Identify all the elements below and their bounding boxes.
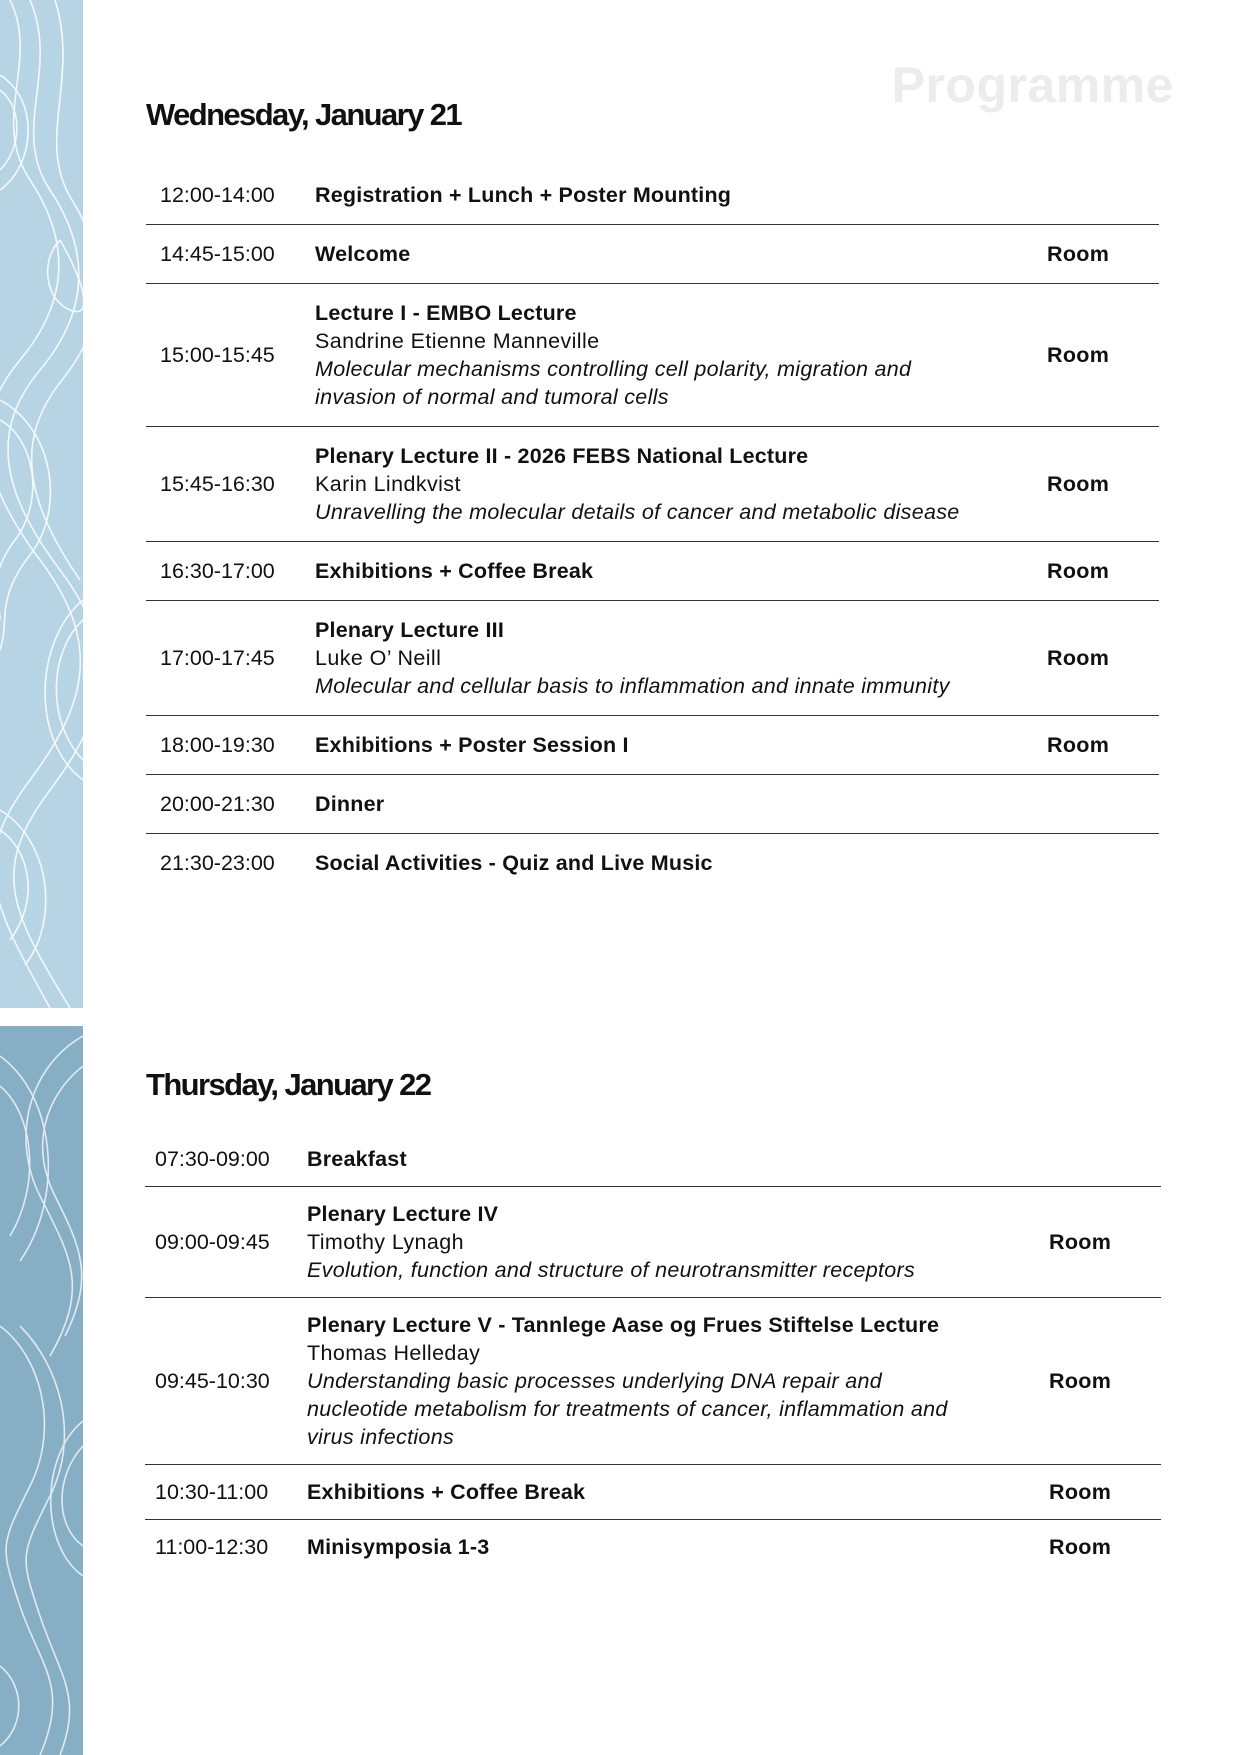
session-title: Social Activities - Quiz and Live Music <box>315 851 713 875</box>
schedule-row <box>146 284 1159 427</box>
session-title: Plenary Lecture IV <box>307 1202 499 1226</box>
session-time: 17:00-17:45 <box>160 645 275 670</box>
session-content <box>315 299 995 411</box>
session-content <box>307 1200 972 1284</box>
session-time: 11:00-12:30 <box>155 1534 269 1559</box>
session-content <box>315 849 995 877</box>
session-time: 18:00-19:30 <box>160 732 275 757</box>
schedule-row <box>145 1465 1161 1520</box>
session-title: Exhibitions + Coffee Break <box>307 1480 586 1504</box>
session-content <box>315 240 995 268</box>
session-time: 09:45-10:30 <box>155 1368 270 1393</box>
session-content <box>315 557 995 585</box>
schedule-row <box>146 775 1159 834</box>
schedule-row <box>145 1298 1161 1465</box>
session-content <box>315 790 995 818</box>
schedule-row <box>145 1187 1161 1298</box>
session-room: Room <box>1047 342 1110 367</box>
schedule-row <box>146 834 1159 892</box>
session-content <box>315 181 995 209</box>
session-room: Room <box>1047 732 1110 757</box>
session-content <box>315 731 995 759</box>
session-room: Room <box>1049 1479 1112 1504</box>
session-room: Room <box>1047 558 1110 583</box>
session-time: 15:00-15:45 <box>160 342 275 367</box>
session-time: 07:30-09:00 <box>155 1146 270 1171</box>
schedule-row <box>145 1520 1161 1574</box>
session-title: Minisymposia 1-3 <box>307 1535 490 1559</box>
session-title: Welcome <box>315 242 411 266</box>
session-time: 14:45-15:00 <box>160 241 275 266</box>
session-time: 09:00-09:45 <box>155 1229 270 1254</box>
session-talk-title: Understanding basic processes underlying DNA repair and nucleotide metabolism for treatments of cancer, inflammation and virus infections <box>307 1369 948 1449</box>
session-room: Room <box>1047 471 1110 496</box>
session-talk-title: Unravelling the molecular details of cancer and metabolic disease <box>315 500 960 524</box>
contour-pattern-top <box>0 0 83 1008</box>
session-speaker: Sandrine Etienne Manneville <box>315 329 600 353</box>
day-title-wednesday: Wednesday, January 21 <box>146 97 462 132</box>
session-time: 16:30-17:00 <box>160 558 275 583</box>
session-content <box>315 616 995 700</box>
session-speaker: Timothy Lynagh <box>307 1230 464 1254</box>
schedule-row <box>146 225 1159 284</box>
session-content <box>307 1145 972 1173</box>
schedule-row <box>146 716 1159 775</box>
session-content <box>315 442 995 526</box>
schedule-row <box>146 601 1159 716</box>
session-speaker: Karin Lindkvist <box>315 472 461 496</box>
session-talk-title: Molecular mechanisms controlling cell polarity, migration and invasion of normal and tumoral cells <box>315 357 912 409</box>
session-title: Registration + Lunch + Poster Mounting <box>315 183 732 207</box>
session-room: Room <box>1049 1368 1112 1393</box>
schedule-row <box>146 166 1159 225</box>
session-speaker: Luke O’ Neill <box>315 646 442 670</box>
session-content <box>307 1311 972 1451</box>
schedule-row <box>146 542 1159 601</box>
schedule-table-wednesday <box>146 166 1159 892</box>
session-room: Room <box>1049 1534 1112 1559</box>
decorative-band-bottom <box>0 1026 83 1755</box>
session-content <box>307 1533 972 1561</box>
session-talk-title: Molecular and cellular basis to inflammation and innate immunity <box>315 674 950 698</box>
session-title: Plenary Lecture III <box>315 618 505 642</box>
session-title: Breakfast <box>307 1147 407 1171</box>
schedule-row <box>146 427 1159 542</box>
session-room: Room <box>1049 1229 1112 1254</box>
schedule-table-thursday <box>145 1132 1161 1574</box>
schedule-row <box>145 1132 1161 1187</box>
session-title: Plenary Lecture II - 2026 FEBS National Lecture <box>315 444 809 468</box>
session-talk-title: Evolution, function and structure of neurotransmitter receptors <box>307 1258 916 1282</box>
session-time: 12:00-14:00 <box>160 182 275 207</box>
session-title: Plenary Lecture V - Tannlege Aase og Frues Stiftelse Lecture <box>307 1313 940 1337</box>
session-room: Room <box>1047 241 1110 266</box>
session-time: 10:30-11:00 <box>155 1479 269 1504</box>
session-content <box>307 1478 972 1506</box>
day-title-thursday: Thursday, January 22 <box>146 1067 431 1102</box>
session-time: 15:45-16:30 <box>160 471 275 496</box>
session-time: 20:00-21:30 <box>160 791 275 816</box>
session-room: Room <box>1047 645 1110 670</box>
session-speaker: Thomas Helleday <box>307 1341 481 1365</box>
decorative-band-top <box>0 0 83 1008</box>
session-title: Exhibitions + Coffee Break <box>315 559 594 583</box>
session-title: Dinner <box>315 792 385 816</box>
contour-pattern-bottom <box>0 1026 83 1755</box>
session-time: 21:30-23:00 <box>160 850 275 875</box>
session-title: Lecture I - EMBO Lecture <box>315 301 577 325</box>
programme-watermark: Programme <box>891 57 1174 113</box>
session-title: Exhibitions + Poster Session I <box>315 733 629 757</box>
